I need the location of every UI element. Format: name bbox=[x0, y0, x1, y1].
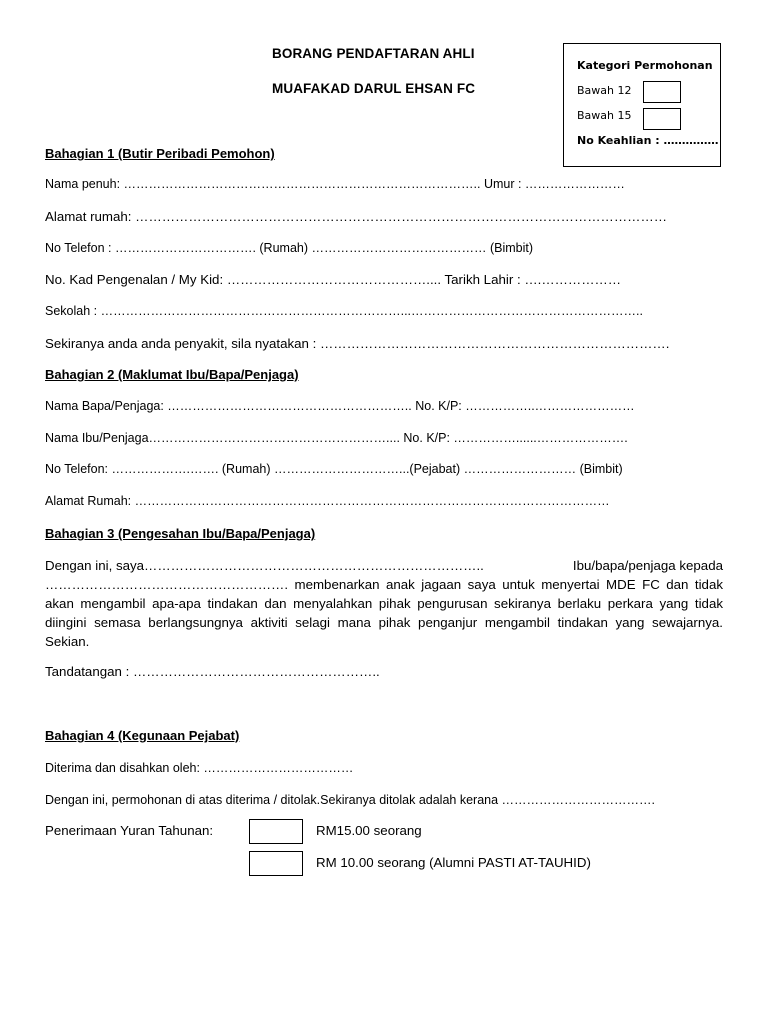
club-name: MUAFAKAD DARUL EHSAN FC bbox=[272, 81, 476, 96]
yuran-rm15-checkbox[interactable] bbox=[249, 819, 303, 844]
penjaga-telefon-field[interactable]: No Telefon: ……………….……. (Rumah) …………………………...(Pejabat) ……………………… (Bimbit) bbox=[45, 462, 623, 476]
no-telefon-field[interactable]: No Telefon : ……………………………. (Rumah) …………………………………… (Bimbit) bbox=[45, 241, 534, 255]
bawah-12-checkbox[interactable] bbox=[643, 81, 681, 103]
pengesahan-paragraph bbox=[45, 556, 723, 651]
yuran-rm15-label: RM15.00 seorang bbox=[316, 823, 422, 838]
nama-penuh-field[interactable]: Nama penuh: ………………………………………………………………………….. Umur : …………………… bbox=[45, 177, 625, 191]
section4-heading: Bahagian 4 (Kegunaan Pejabat) bbox=[45, 728, 240, 743]
kategori-permohonan-box bbox=[563, 43, 721, 167]
kad-pengenalan-field[interactable]: No. Kad Pengenalan / My Kid: ……………………………………….... Tarikh Lahir : ….……………… bbox=[45, 272, 622, 287]
nama-bapa-field[interactable]: Nama Bapa/Penjaga: ………………………………………………….. No. K/P: ……………..…………………… bbox=[45, 399, 635, 413]
form-title: BORANG PENDAFTARAN AHLI bbox=[272, 46, 475, 61]
kategori-option-bawah-15: Bawah 15 bbox=[577, 109, 632, 122]
penyakit-field[interactable]: Sekiranya anda anda penyakit, sila nyatakan : ……………………………………………………………………. bbox=[45, 336, 670, 351]
section2-heading: Bahagian 2 (Maklumat Ibu/Bapa/Penjaga) bbox=[45, 367, 299, 382]
kategori-option-bawah-12: Bawah 12 bbox=[577, 84, 632, 97]
alamat-rumah-field[interactable]: Alamat rumah: ………………………………………………………………………………………………………… bbox=[45, 209, 668, 224]
pengesahan-name-field[interactable]: Dengan ini, saya………………………………………………………………….. bbox=[45, 558, 484, 573]
nama-ibu-field[interactable]: Nama Ibu/Penjaga………………………………………………….... No. K/P: ……………......…………………. bbox=[45, 431, 628, 445]
bawah-15-checkbox[interactable] bbox=[643, 108, 681, 130]
yuran-rm10-checkbox[interactable] bbox=[249, 851, 303, 876]
pengesahan-role-text: Ibu/bapa/penjaga kepada bbox=[572, 558, 723, 573]
alasan-ditolak-field[interactable]: Dengan ini, permohonan di atas diterima / ditolak.Sekiranya ditolak adalah kerana ………………………………. bbox=[45, 793, 655, 807]
section1-heading: Bahagian 1 (Butir Peribadi Pemohon) bbox=[45, 146, 275, 161]
diterima-oleh-field[interactable]: Diterima dan disahkan oleh: ……………………………… bbox=[45, 761, 354, 775]
section3-heading: Bahagian 3 (Pengesahan Ibu/Bapa/Penjaga) bbox=[45, 526, 316, 541]
yuran-rm10-label: RM 10.00 seorang (Alumni PASTI AT-TAUHID) bbox=[316, 855, 591, 870]
pengesahan-body-text: ………………………………………………. membenarkan anak jagaan saya untuk menyertai MDE FC dan tidak akan mengambil apa-apa tindakan dan menyalahkan pihak pengurusan sekiranya berlaku perkara yang tidak diingini semasa berlangsungnya aktiviti selagi mana pihak penganjur mengambil tindakan yang sewajarnya. Sekian. bbox=[45, 577, 723, 649]
sekolah-field[interactable]: Sekolah : ………………………………………………………………...……………………………………………….. bbox=[45, 304, 643, 318]
yuran-label: Penerimaan Yuran Tahunan: bbox=[45, 823, 214, 838]
kategori-heading: Kategori Permohonan bbox=[577, 59, 713, 72]
tandatangan-field[interactable]: Tandatangan : ……………………………………………….. bbox=[45, 664, 380, 679]
no-keahlian-field[interactable]: No Keahlian : …………… bbox=[577, 134, 719, 147]
penjaga-alamat-field[interactable]: Alamat Rumah: …………………………………………………………………………………………………… bbox=[45, 494, 610, 508]
